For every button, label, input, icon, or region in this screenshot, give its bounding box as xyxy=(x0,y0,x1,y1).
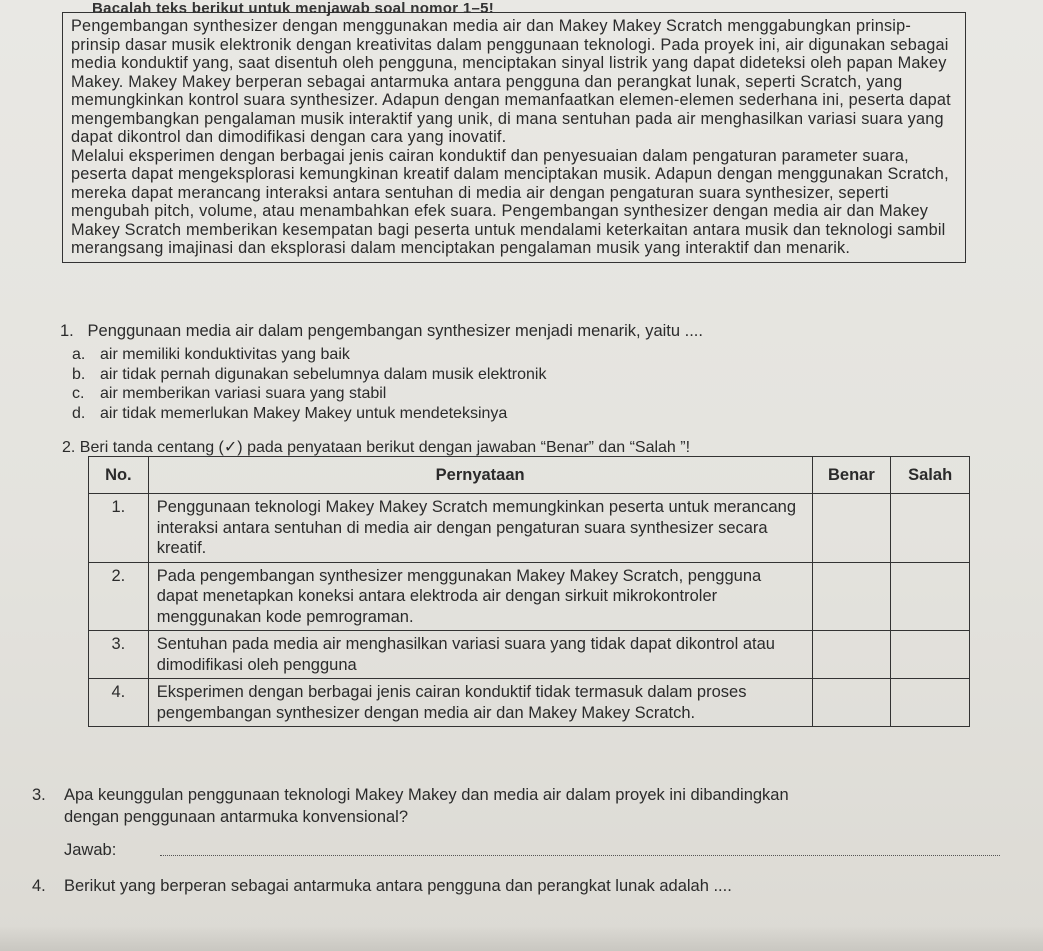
row-statement: Pada pengembangan synthesizer menggunakan Makey Makey Scratch, pengguna dapat menetapkan koneksi antara elektroda air dengan sirkuit mikrokontroler menggunakan kode pemrograman. xyxy=(148,562,812,631)
false-checkbox-cell[interactable] xyxy=(891,494,970,563)
option-c[interactable]: c. air memberikan variasi suara yang stabil xyxy=(72,385,387,402)
table-row xyxy=(89,631,970,679)
reading-passage xyxy=(62,12,966,263)
option-b[interactable]: b. air tidak pernah digunakan sebelumnya dalam musik elektronik xyxy=(72,365,547,383)
question-4-text: Berikut yang berperan sebagai antarmuka antara pengguna dan perangkat lunak adalah .... xyxy=(64,877,732,895)
option-a[interactable]: a. air memiliki konduktivitas yang baik xyxy=(72,346,350,363)
row-statement: Eksperimen dengan berbagai jenis cairan konduktif tidak termasuk dalam proses pengembangan synthesizer dengan media air dan Makey Makey Scratch. xyxy=(148,679,812,727)
true-checkbox-cell[interactable] xyxy=(812,631,891,679)
true-checkbox-cell[interactable] xyxy=(812,679,891,727)
page-bottom-edge xyxy=(0,925,1043,951)
passage-paragraph-2: Melalui eksperimen dengan berbagai jenis cairan konduktif dan penyesuaian dalam pengaturan parameter suara, peserta dapat mengeksplorasi kemungkinan kreatif dalam menciptakan musik. Adapun dengan menggunakan Scratch, mereka dapat merancang interaksi antara sentuhan di media air dengan pengaturan suara synthesizer, seperti mengubah pitch, volume, atau menambahkan efek suara. Pengembangan synthesizer dengan media air dan Makey Makey Scratch memberikan kesempatan bagi peserta untuk mendalami keterkaitan antara musik dan teknologi sambil merangsang imajinasi dan eksplorasi dalam menciptakan pengalaman musik yang interaktif dan menarik. xyxy=(71,146,949,257)
false-checkbox-cell[interactable] xyxy=(891,631,970,679)
header-no: No. xyxy=(89,457,149,494)
header-false: Salah xyxy=(891,457,970,494)
question-3-number: 3. xyxy=(32,786,46,804)
answer-line[interactable] xyxy=(160,855,1000,856)
row-statement: Sentuhan pada media air menghasilkan variasi suara yang tidak dapat dikontrol atau dimodifikasi oleh pengguna xyxy=(148,631,812,679)
option-d[interactable]: d. air tidak memerlukan Makey Makey untuk mendeteksinya xyxy=(72,404,508,422)
row-number: 4. xyxy=(89,679,149,727)
question-2-instruction: 2. Beri tanda centang (✓) pada penyataan berikut dengan jawaban “Benar” dan “Salah ”! xyxy=(62,439,691,456)
false-checkbox-cell[interactable] xyxy=(891,679,970,727)
table-row xyxy=(89,679,970,727)
instruction-header: Bacalah teks berikut untuk menjawab soal nomor 1–5! xyxy=(92,0,495,17)
question-3 xyxy=(32,784,1022,828)
table-row xyxy=(89,494,970,563)
true-checkbox-cell[interactable] xyxy=(812,494,891,563)
false-checkbox-cell[interactable] xyxy=(891,562,970,631)
question-4-number: 4. xyxy=(32,877,46,895)
question-1-text: Penggunaan media air dalam pengembangan synthesizer menjadi menarik, yaitu .... xyxy=(87,322,703,340)
question-1-options xyxy=(72,345,546,423)
question-3-text-cont: dengan penggunaan antarmuka konvensional? xyxy=(64,808,409,826)
answer-label: Jawab: xyxy=(64,841,117,859)
true-false-table xyxy=(88,456,970,727)
header-true: Benar xyxy=(812,457,891,494)
table-row xyxy=(89,562,970,631)
header-statement: Pernyataan xyxy=(148,457,812,494)
row-number: 1. xyxy=(89,494,149,563)
row-number: 2. xyxy=(89,562,149,631)
true-checkbox-cell[interactable] xyxy=(812,562,891,631)
table-header-row xyxy=(89,457,970,494)
question-4 xyxy=(32,877,732,896)
question-1-number: 1. xyxy=(60,322,74,340)
row-number: 3. xyxy=(89,631,149,679)
row-statement: Penggunaan teknologi Makey Makey Scratch memungkinkan peserta untuk merancang interaksi antara sentuhan di media air dengan pengaturan suara synthesizer secara kreatif. xyxy=(148,494,812,563)
question-3-text: Apa keunggulan penggunaan teknologi Makey Makey dan media air dalam proyek ini dibandingkan xyxy=(64,786,789,804)
question-1 xyxy=(60,322,703,341)
passage-paragraph-1: Pengembangan synthesizer dengan menggunakan media air dan Makey Makey Scratch menggabungkan prinsip-prinsip dasar musik elektronik dengan kreativitas dalam penggunaan teknologi. Pada proyek ini, air digunakan sebagai media konduktif yang, saat disentuh oleh pengguna, menciptakan sinyal listrik yang dapat dideteksi oleh papan Makey Makey. Makey Makey berperan sebagai antarmuka antara pengguna dan perangkat lunak, seperti Scratch, yang memungkinkan kontrol suara synthesizer. Adapun dengan memanfaatkan elemen-elemen sederhana ini, peserta dapat mengembangkan pengalaman musik interaktif yang unik, di mana sentuhan pada air menghasilkan variasi suara yang dapat dikontrol dan dimodifikasi dengan cara yang inovatif. xyxy=(71,17,951,146)
